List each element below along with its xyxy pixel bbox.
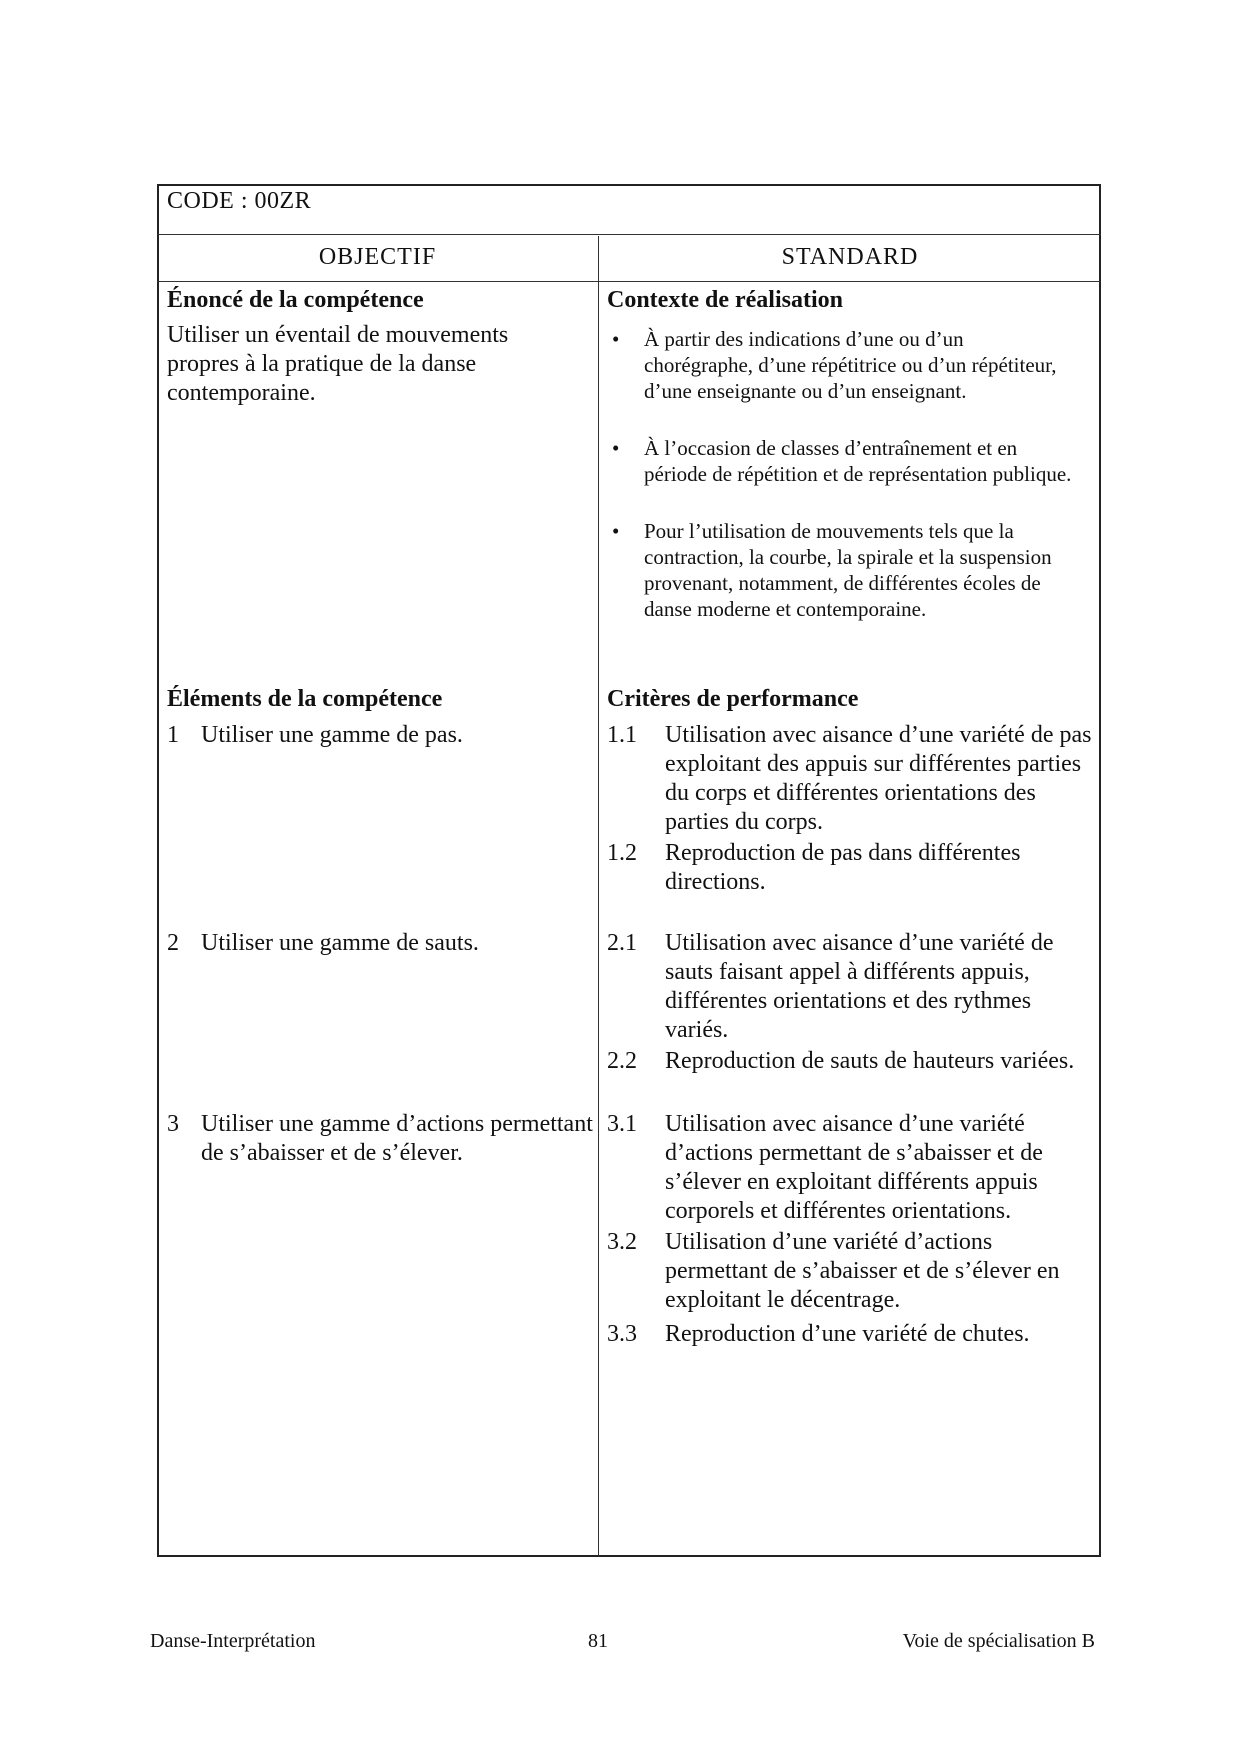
- critere-text: Utilisation avec aisance d’une variété de pas exploitant des appuis sur différentes parties du corps et différentes orientations des parties du corps.: [665, 722, 1092, 835]
- elements-title: Éléments de la compétence: [167, 686, 443, 712]
- contexte-title: Contexte de réalisation: [607, 287, 843, 313]
- critere-number: 2.2: [607, 1048, 637, 1074]
- element-item: [167, 721, 597, 750]
- critere-item: [607, 929, 1097, 1045]
- footer-right: Voie de spécialisation B: [902, 1630, 1095, 1652]
- element-number: 1: [167, 722, 179, 748]
- criteres-title: Critères de performance: [607, 686, 859, 712]
- critere-text: Utilisation avec aisance d’une variété d’actions permettant de s’abaisser et de s’élever en exploitant différents appuis corporels et différentes orientations.: [665, 1111, 1043, 1224]
- contexte-text: À partir des indications d’une ou d’un chorégraphe, d’une répétitrice ou d’un répétiteur, d’une enseignante ou d’un enseignant.: [644, 327, 1057, 403]
- critere-number: 1.2: [607, 840, 637, 866]
- divider: [157, 281, 1101, 282]
- element-number: 2: [167, 930, 179, 956]
- divider: [157, 234, 1101, 235]
- critere-item: [607, 1228, 1097, 1315]
- contexte-item: [612, 435, 1072, 487]
- footer-left: Danse-Interprétation: [150, 1630, 316, 1652]
- element-text: Utiliser une gamme d’actions permettant de s’abaisser et de s’élever.: [201, 1111, 593, 1166]
- critere-item: [607, 721, 1097, 837]
- critere-number: 2.1: [607, 930, 637, 956]
- contexte-item: [612, 326, 1072, 404]
- contexte-item: [612, 518, 1072, 622]
- header-objectif: OBJECTIF: [318, 244, 437, 270]
- critere-text: Reproduction d’une variété de chutes.: [665, 1321, 1030, 1347]
- element-number: 3: [167, 1111, 179, 1137]
- critere-item: [607, 839, 1097, 897]
- enonce-text: Utiliser un éventail de mouvements propres à la pratique de la danse contemporaine.: [167, 322, 509, 406]
- bullet-icon: •: [612, 327, 620, 351]
- bullet-icon: •: [612, 519, 620, 543]
- critere-number: 1.1: [607, 722, 637, 748]
- critere-number: 3.3: [607, 1321, 637, 1347]
- critere-text: Utilisation avec aisance d’une variété de sauts faisant appel à différents appuis, différentes orientations et des rythmes variés.: [665, 930, 1054, 1043]
- critere-text: Utilisation d’une variété d’actions permettant de s’abaisser et de s’élever en exploitant le décentrage.: [665, 1229, 1060, 1313]
- critere-number: 3.1: [607, 1111, 637, 1137]
- element-item: [167, 929, 597, 958]
- element-item: [167, 1110, 597, 1168]
- contexte-text: À l’occasion de classes d’entraînement et en période de répétition et de représentation publique.: [644, 436, 1072, 486]
- critere-item: [607, 1320, 1097, 1349]
- element-text: Utiliser une gamme de sauts.: [201, 930, 479, 956]
- contexte-text: Pour l’utilisation de mouvements tels que la contraction, la courbe, la spirale et la suspension provenant, notamment, de différentes écoles de danse moderne et contemporaine.: [644, 519, 1052, 621]
- critere-item: [607, 1047, 1097, 1076]
- critere-item: [607, 1110, 1097, 1226]
- page-number: 81: [588, 1630, 608, 1652]
- critere-text: Reproduction de sauts de hauteurs variées.: [665, 1048, 1075, 1074]
- bullet-icon: •: [612, 436, 620, 460]
- header-standard: STANDARD: [781, 244, 919, 270]
- critere-text: Reproduction de pas dans différentes directions.: [665, 840, 1021, 895]
- column-divider: [598, 236, 599, 1556]
- code-label: CODE : 00ZR: [167, 188, 312, 214]
- enonce-title: Énoncé de la compétence: [167, 287, 424, 313]
- element-text: Utiliser une gamme de pas.: [201, 722, 463, 748]
- critere-number: 3.2: [607, 1229, 637, 1255]
